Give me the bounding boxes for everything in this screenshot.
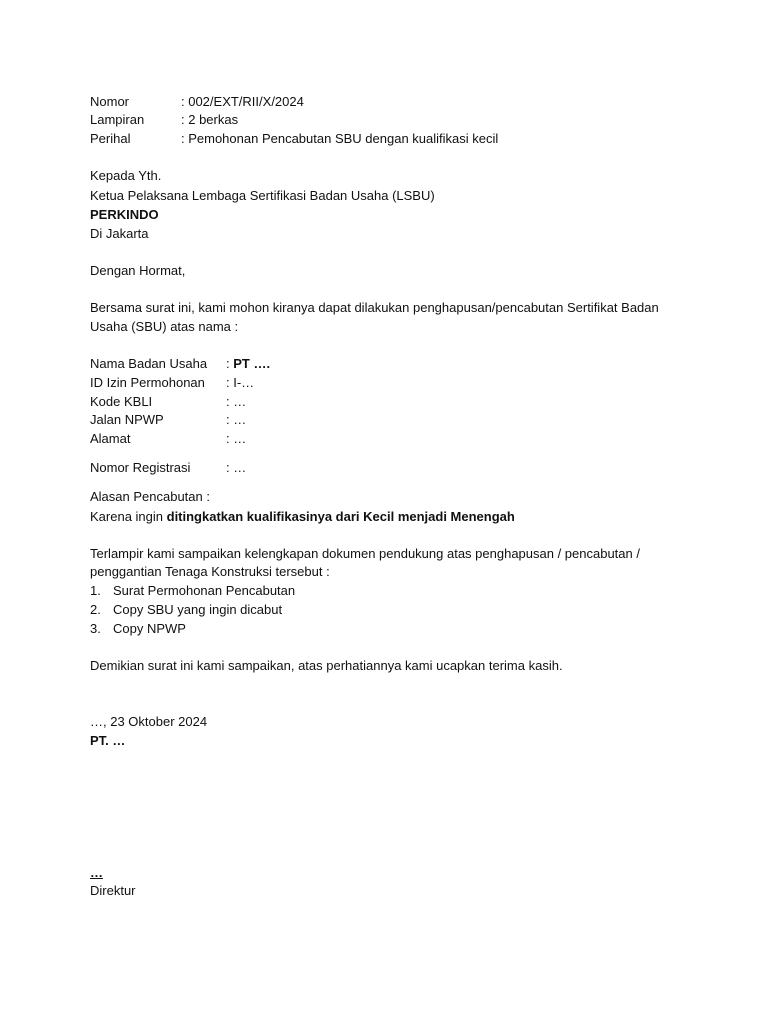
list-number: 2.	[90, 602, 101, 617]
reason-prefix: Karena ingin	[90, 509, 167, 524]
reason-bold: ditingkatkan kualifikasinya dari Kecil menjadi Menengah	[166, 509, 515, 524]
list-item-text: Copy SBU yang ingin dicabut	[113, 602, 283, 617]
nomor-value: : 002/EXT/RII/X/2024	[181, 94, 304, 109]
closing-sentence: Demikian surat ini kami sampaikan, atas perhatiannya kami ucapkan terima kasih.	[90, 658, 563, 673]
list-item-text: Surat Permohonan Pencabutan	[113, 583, 296, 598]
nama-badan-usaha-label: Nama Badan Usaha	[90, 356, 208, 371]
signatory-title: Direktur	[90, 883, 136, 898]
id-izin-label: ID Izin Permohonan	[90, 375, 205, 390]
reason-text	[90, 508, 515, 526]
attachment-item	[90, 601, 282, 619]
attachment-item	[90, 582, 295, 600]
intro-line-1: Bersama surat ini, kami mohon kiranya dapat dilakukan penghapusan/pencabutan Sertifikat Badan	[90, 300, 659, 315]
id-izin-value: : I-…	[226, 375, 255, 390]
alamat-value: : …	[226, 431, 247, 446]
list-number: 3.	[90, 621, 101, 636]
perihal-label: Perihal	[90, 131, 131, 146]
kode-kbli-value: : …	[226, 394, 247, 409]
attachments-intro-line-1: Terlampir kami sampaikan kelengkapan dokumen pendukung atas penghapusan / pencabutan /	[90, 546, 640, 561]
attachment-item	[90, 620, 186, 638]
nama-value-text: PT ….	[233, 356, 271, 371]
list-item-text: Copy NPWP	[113, 621, 186, 636]
nama-badan-usaha-value	[226, 355, 270, 373]
kode-kbli-label: Kode KBLI	[90, 394, 153, 409]
nomor-registrasi-value: : …	[226, 460, 247, 475]
nomor-label: Nomor	[90, 94, 130, 109]
nama-colon: :	[226, 356, 234, 371]
nomor-registrasi-label: Nomor Registrasi	[90, 460, 191, 475]
perihal-value: : Pemohonan Pencabutan SBU dengan kualifikasi kecil	[181, 131, 499, 146]
recipient-line-1: Kepada Yth.	[90, 168, 162, 183]
attachments-intro-line-2: penggantian Tenaga Konstruksi tersebut :	[90, 564, 330, 579]
recipient-location: Di Jakarta	[90, 226, 149, 241]
signature-company: PT. …	[90, 733, 126, 748]
reason-label: Alasan Pencabutan :	[90, 489, 210, 504]
greeting: Dengan Hormat,	[90, 263, 186, 278]
recipient-organization: PERKINDO	[90, 207, 159, 222]
lampiran-label: Lampiran	[90, 112, 145, 127]
list-number: 1.	[90, 583, 101, 598]
jalan-npwp-label: Jalan NPWP	[90, 412, 164, 427]
recipient-line-2: Ketua Pelaksana Lembaga Sertifikasi Badan Usaha (LSBU)	[90, 188, 435, 203]
signatory-name: …	[90, 865, 103, 880]
intro-line-2: Usaha (SBU) atas nama :	[90, 319, 239, 334]
lampiran-value: : 2 berkas	[181, 112, 239, 127]
alamat-label: Alamat	[90, 431, 131, 446]
signature-date: …, 23 Oktober 2024	[90, 714, 208, 729]
jalan-npwp-value: : …	[226, 412, 247, 427]
